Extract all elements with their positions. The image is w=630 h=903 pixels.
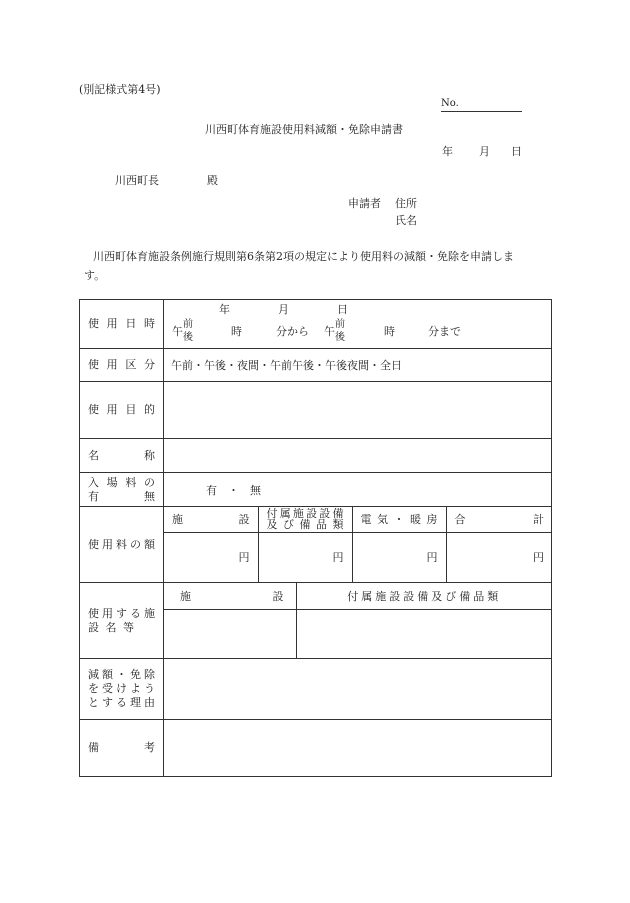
- label-remarks: [80, 720, 164, 777]
- label-usage-category: 使用区分: [80, 349, 164, 382]
- row-usage-datetime: [80, 300, 552, 349]
- label-admission-line1: 入場料の: [88, 475, 155, 489]
- label-facilities-line1: 使用する施: [88, 606, 155, 620]
- usage-year: 年: [219, 303, 230, 316]
- body-text-line1: 川西町体育施設条例施行規則第6条第2項の規定により使用料の減額・免除を申請しま: [93, 250, 514, 263]
- date-month: 月: [479, 145, 490, 158]
- label-remarks-2: 考: [144, 741, 155, 754]
- facilities-col-facility: 施設: [164, 583, 296, 609]
- row-facilities: [80, 583, 552, 659]
- row-purpose: [80, 382, 552, 439]
- fee-electricity-amount[interactable]: 円: [352, 532, 446, 582]
- label-purpose: 使用目的: [80, 382, 164, 439]
- label-name-2: 称: [144, 449, 155, 462]
- admission-options[interactable]: 有 ・ 無: [164, 473, 552, 507]
- remarks-field[interactable]: [164, 720, 552, 777]
- to-ampm-go: 午: [324, 325, 335, 338]
- label-reason-line1: 減額・免除: [88, 668, 155, 681]
- to-ampm-zen: 前: [335, 319, 345, 330]
- fee-col-facility: 施設: [164, 507, 258, 532]
- from-minute: 分から: [276, 325, 309, 338]
- date-day: 日: [511, 145, 522, 158]
- form-number: (別記様式第4号): [79, 83, 161, 96]
- usage-category-options[interactable]: 午前・午後・夜間・午前午後・午後夜間・全日: [164, 349, 552, 382]
- fee-facility-amount[interactable]: 円: [164, 532, 258, 582]
- row-usage-category: [80, 349, 552, 382]
- from-hour: 時: [231, 325, 242, 338]
- facilities-facility-field[interactable]: [164, 609, 296, 658]
- from-ampm-go2: 後: [183, 332, 193, 343]
- to-hour: 時: [384, 325, 395, 338]
- fee-total-amount[interactable]: 円: [446, 532, 552, 582]
- applicant-label: 申請者: [348, 197, 381, 210]
- label-reason: [80, 659, 164, 720]
- fee-grid: [164, 507, 552, 583]
- application-form-table: [79, 299, 552, 777]
- label-usage-datetime: 使用日時: [80, 300, 164, 349]
- row-fee: [80, 507, 552, 583]
- to-ampm-go2: 後: [335, 332, 345, 343]
- fee-col-attached-equipment: 付属施設設備 及び備品類: [258, 507, 352, 532]
- usage-month: 月: [278, 303, 289, 316]
- fee-col-total: 合計: [446, 507, 552, 532]
- to-minute: 分まで: [428, 325, 461, 338]
- usage-datetime-field[interactable]: [164, 300, 552, 349]
- label-fee: 使用料の額: [80, 507, 164, 583]
- no-label: No.: [441, 98, 459, 109]
- facilities-equipment-field[interactable]: [296, 609, 552, 658]
- label-reason-line3: とする理由: [88, 696, 155, 709]
- address-label: 住所: [395, 197, 417, 210]
- honorific: 殿: [207, 174, 218, 187]
- label-name: [80, 439, 164, 473]
- body-text-line2: す。: [84, 269, 106, 282]
- fee-col-electricity-heating: 電気・暖房: [352, 507, 446, 532]
- fee-equipment-amount[interactable]: 円: [258, 532, 352, 582]
- date-year: 年: [442, 145, 453, 158]
- row-remarks: [80, 720, 552, 777]
- addressee: 川西町長: [115, 174, 159, 187]
- reason-field[interactable]: [164, 659, 552, 720]
- purpose-field[interactable]: [164, 382, 552, 439]
- row-admission: [80, 473, 552, 507]
- label-admission-line2: 有無: [88, 489, 155, 503]
- label-remarks-1: 備: [88, 741, 99, 754]
- facilities-col-equipment: 付属施設設備及び備品類: [296, 583, 552, 609]
- from-ampm-go: 午: [172, 325, 183, 338]
- row-name: [80, 439, 552, 473]
- from-ampm-zen: 前: [183, 319, 193, 330]
- facilities-grid: [164, 583, 552, 659]
- page-title: 川西町体育施設使用料減額・免除申請書: [205, 123, 403, 136]
- label-name-1: 名: [88, 449, 99, 462]
- label-facilities: [80, 583, 164, 659]
- label-facilities-line2: 設名等: [88, 620, 134, 634]
- no-underline: [441, 111, 522, 112]
- name-field[interactable]: [164, 439, 552, 473]
- label-reason-line2: を受けよう: [88, 682, 155, 695]
- label-admission: [80, 473, 164, 507]
- row-reason: [80, 659, 552, 720]
- usage-day: 日: [337, 303, 348, 316]
- name-label: 氏名: [395, 214, 417, 227]
